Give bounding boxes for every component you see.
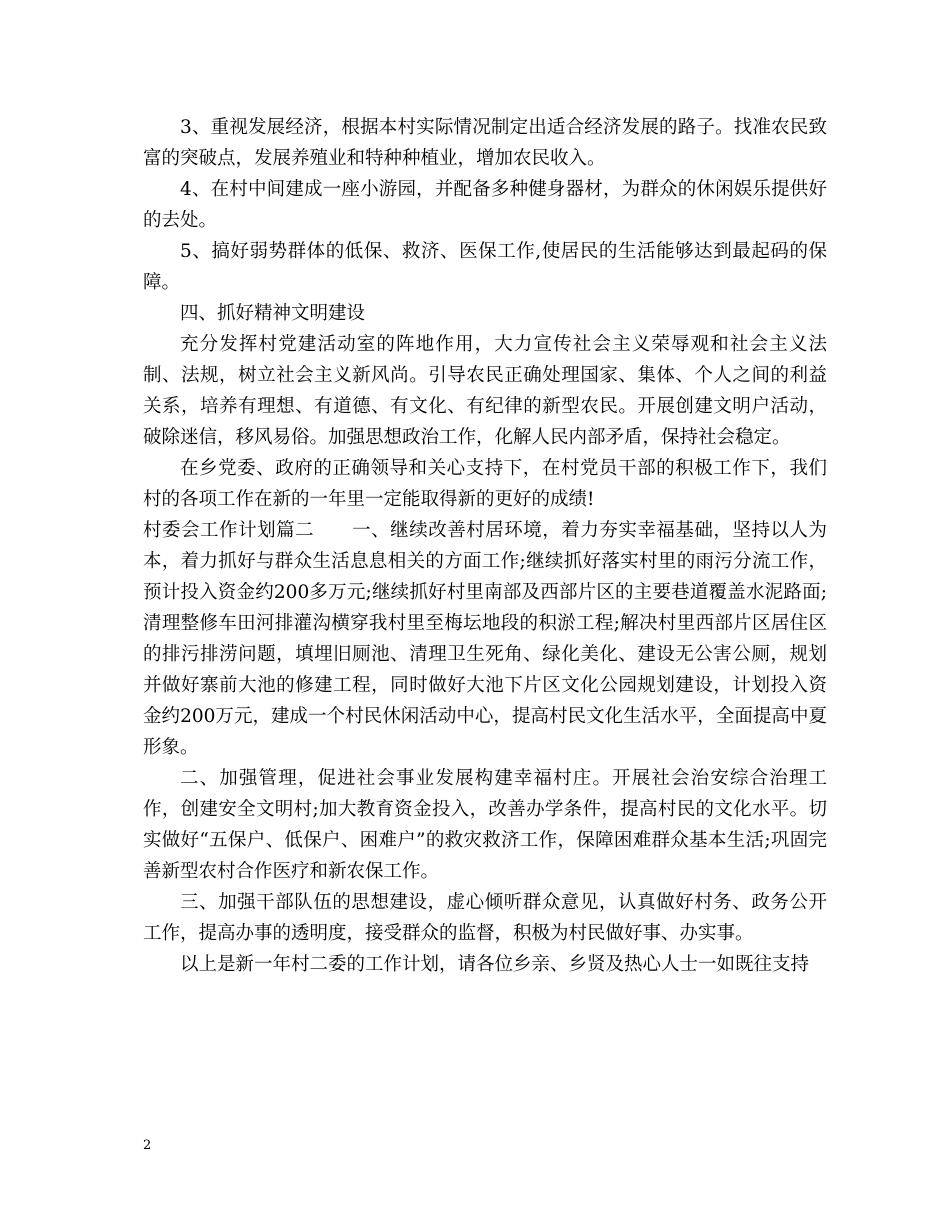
paragraph-conclusion: 在乡党委、政府的正确领导和关心支持下，在村党员干部的积极工作下，我们村的各项工作在新的一年里一定能取得新的更好的成绩! [143,458,827,510]
page-number: 2 [143,1138,152,1153]
paragraph-management: 二、加强管理，促进社会事业发展构建幸福村庄。开展社会治安综合治理工作，创建安全文明村;加大教育资金投入，改善办学条件，提高村民的文化水平。切实做好“五保户、低保户、困难户”的救灾救济工作，保障困难群众基本生活;巩固完善新型农村合作医疗和新农保工作。 [143,768,827,882]
paragraph-plan-two-environment: 村委会工作计划篇二 一、继续改善村居环境，着力夯实幸福基础，坚持以人为本，着力抓好与群众生活息息相关的方面工作;继续抓好落实村里的雨污分流工作，预计投入资金约200多万元;继续抓好村里南部及西部片区的主要巷道覆盖水泥路面;清理整修车田河排灌沟横穿我村里至梅坛地段的积淤工程;解决村里西部片区居住区的排污排涝问题，填埋旧厕池、清理卫生死角、绿化美化、建设无公害公厕，规划并做好寨前大池的修建工程，同时做好大池下片区文化公园规划建设，计划投入资金约200万元，建成一个村民休闲活动中心，提高村民文化生活水平，全面提高中夏形象。 [143,520,827,758]
paragraph-economy: 3、重视发展经济，根据本村实际情况制定出适合经济发展的路子。找准农民致富的突破点，发展养殖业和特种种植业，增加农民收入。 [143,117,827,169]
paragraph-welfare: 5、搞好弱势群体的低保、救济、医保工作,使居民的生活能够达到最起码的保障。 [143,241,827,293]
paragraph-park: 4、在村中间建成一座小游园，并配备多种健身器材，为群众的休闲娱乐提供好的去处。 [143,179,827,231]
paragraph-closing: 以上是新一年村二委的工作计划，请各位乡亲、乡贤及热心人士一如既往支持 [180,954,810,975]
paragraph-cadre: 三、加强干部队伍的思想建设，虚心倾听群众意见，认真做好村务、政务公开工作，提高办事的透明度，接受群众的监督，积极为村民做好事、办实事。 [143,892,827,944]
paragraph-spiritual-civilization: 充分发挥村党建活动室的阵地作用，大力宣传社会主义荣辱观和社会主义法制、法规，树立社会主义新风尚。引导农民正确处理国家、集体、个人之间的利益关系，培养有理想、有道德、有文化、有纪律的新型农民。开展创建文明户活动，破除迷信，移风易俗。加强思想政治工作，化解人民内部矛盾，保持社会稳定。 [143,334,827,448]
document-body [143,112,827,980]
section-heading-spiritual: 四、抓好精神文明建设 [180,303,366,324]
